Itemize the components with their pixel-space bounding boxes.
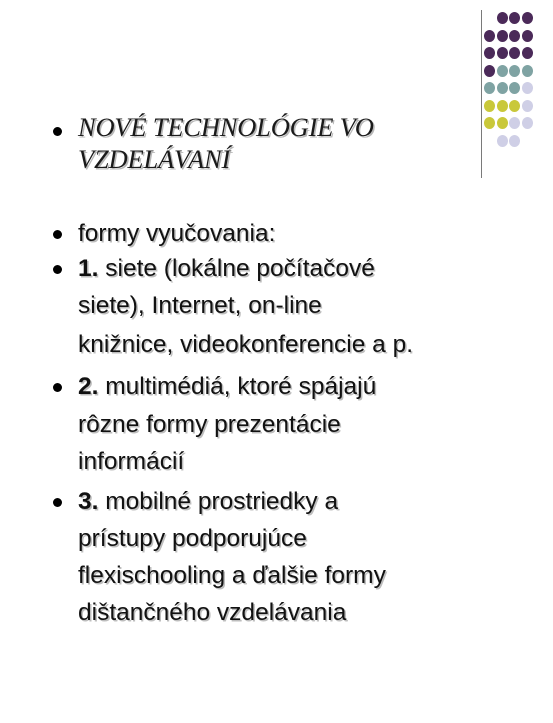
list-item-text: formy vyučovania:: [78, 220, 276, 247]
decorative-dot: [522, 65, 533, 77]
decorative-dot: [484, 82, 495, 94]
decorative-divider-line: [481, 10, 482, 178]
list-item-text: prístupy podporujúce: [78, 525, 307, 552]
decorative-dot: [509, 100, 520, 112]
decorative-dot: [484, 65, 495, 77]
decorative-dot: [484, 47, 495, 59]
list-item-line: [78, 485, 338, 519]
title-line-2: VZDELÁVANÍ: [78, 144, 231, 174]
decorative-dot: [497, 65, 508, 77]
list-item-text: flexischooling a ďalšie formy: [78, 562, 386, 589]
list-item-text: siete (lokálne počítačové: [98, 255, 375, 282]
decorative-dot: [522, 100, 533, 112]
list-item-line: [78, 252, 375, 286]
list-item-text: siete), Internet, on-line: [78, 292, 322, 319]
list-item-text: multimédiá, ktoré spájajú: [98, 373, 377, 400]
decorative-dot: [497, 117, 508, 129]
decorative-dot: [509, 12, 520, 24]
decorative-dot: [522, 82, 533, 94]
list-item-line: [78, 370, 376, 404]
decorative-dot: [497, 135, 508, 147]
decorative-dot: [497, 82, 508, 94]
decorative-dot: [522, 117, 533, 129]
decorative-dot: [509, 65, 520, 77]
list-item-text: rôzne formy prezentácie: [78, 411, 341, 438]
decorative-dot: [497, 47, 508, 59]
list-item-number: 1.: [78, 255, 99, 282]
bullet-icon: [53, 498, 62, 507]
list-item-text: dištančného vzdelávania: [78, 599, 347, 626]
list-item-number: 3.: [78, 488, 99, 515]
decorative-dot: [484, 117, 495, 129]
decorative-dot-grid: [484, 12, 550, 152]
decorative-dot: [497, 100, 508, 112]
list-item-text: mobilné prostriedky a: [98, 488, 339, 515]
decorative-dot: [509, 30, 520, 42]
decorative-dot: [522, 47, 533, 59]
decorative-dot: [484, 100, 495, 112]
slide-title: [78, 111, 478, 175]
list-item-text: knižnice, videokonferencie a p.: [78, 331, 414, 358]
bullet-icon: [53, 265, 62, 274]
title-line-1: NOVÉ TECHNOLÓGIE VO: [78, 112, 374, 142]
decorative-dot: [497, 12, 508, 24]
bullet-icon: [53, 230, 62, 239]
decorative-dot: [509, 82, 520, 94]
decorative-dot: [509, 117, 520, 129]
list-item-text: informácií: [78, 448, 185, 475]
bullet-icon: [53, 383, 62, 392]
decorative-dot: [484, 30, 495, 42]
decorative-dot: [497, 30, 508, 42]
bullet-icon: [53, 127, 62, 136]
decorative-dot: [522, 30, 533, 42]
decorative-dot: [522, 12, 533, 24]
decorative-dot: [509, 135, 520, 147]
list-item-number: 2.: [78, 373, 99, 400]
decorative-dot: [509, 47, 520, 59]
